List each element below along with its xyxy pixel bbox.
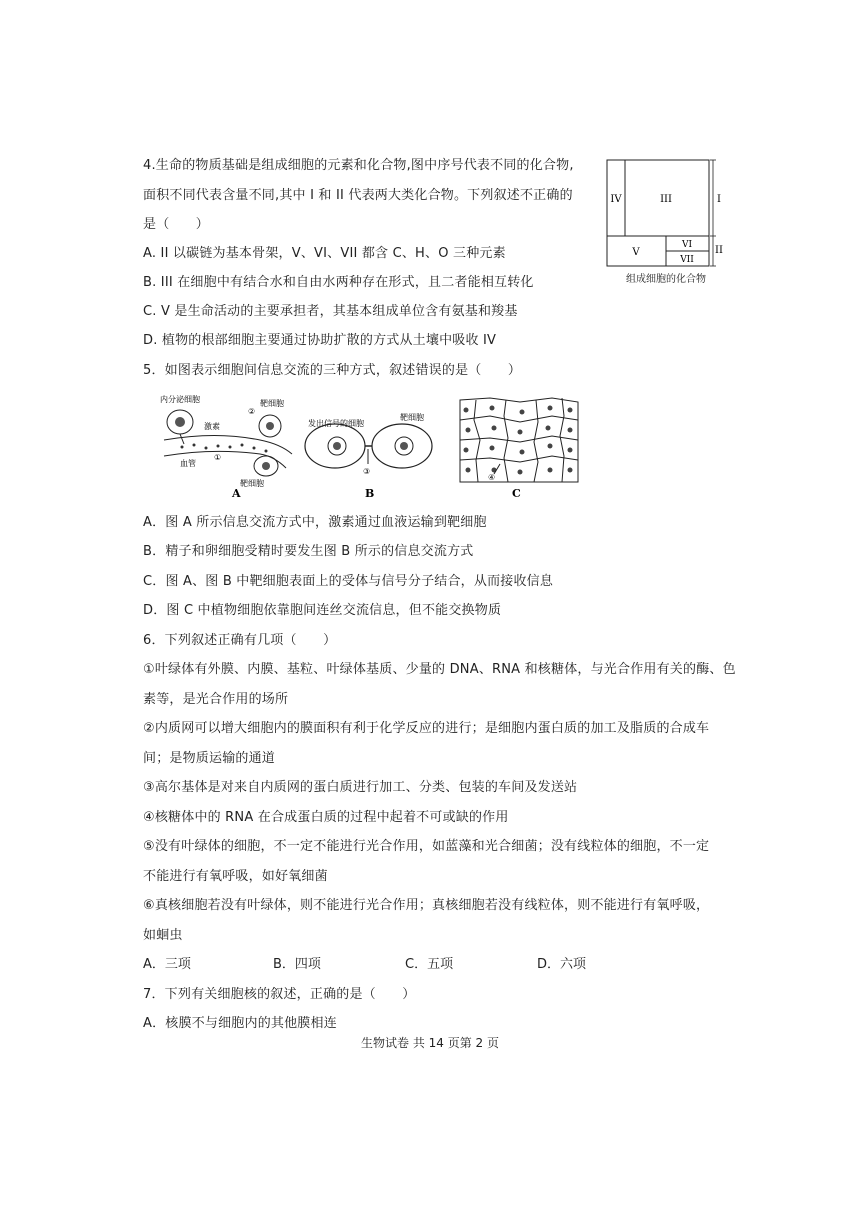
q4-stem-line-2: 面积不同代表含量不同,其中 I 和 II 代表两大类化合物。下列叙述不正确的 (143, 188, 573, 203)
circle-3-label: ③ (363, 467, 371, 476)
label-vii: VII (680, 255, 694, 265)
q5-option-b: B．精子和卵细胞受精时要发生图 B 所示的信息交流方式 (143, 544, 474, 559)
q4-option-c: C. V 是生命活动的主要承担者，其基本组成单位含有氨基和羧基 (143, 304, 518, 319)
q6-option-a: A．三项 (143, 957, 191, 972)
label-ii: II (715, 245, 723, 256)
q6-statement-1b: 素等，是光合作用的场所 (143, 692, 289, 707)
circle-1-label: ① (214, 453, 222, 462)
q4-stem-line-1: 4.生命的物质基础是组成细胞的元素和化合物,图中序号代表不同的化合物, (143, 158, 574, 173)
circle-4-label: ④ (488, 473, 496, 482)
q6-option-c: C．五项 (405, 957, 454, 972)
q6-statement-6b: 如蛔虫 (143, 928, 183, 943)
panel-letter-c: C (512, 487, 521, 498)
label-iii: III (660, 194, 672, 205)
q5-option-c: C．图 A、图 B 中靶细胞表面上的受体与信号分子结合，从而接收信息 (143, 574, 554, 589)
q6-statement-4: ④核糖体中的 RNA 在合成蛋白质的过程中起着不可或缺的作用 (143, 810, 509, 825)
label-v: V (632, 247, 640, 258)
q6-statement-1a: ①叶绿体有外膜、内膜、基粒、叶绿体基质、少量的 DNA、RNA 和核糖体，与光合作用有关的酶、色 (143, 662, 736, 677)
q4-stem-line-3: 是（ ） (143, 217, 210, 232)
label-i: I (717, 194, 721, 205)
q6-statement-3: ③高尔基体是对来自内质网的蛋白质进行加工、分类、包装的车间及发送站 (143, 780, 578, 795)
q5-stem: 5．如图表示细胞间信息交流的三种方式，叙述错误的是（ ） (143, 363, 522, 378)
target-cell-label-a1: 靶细胞 (260, 399, 284, 408)
q6-stem: 6．下列叙述正确有几项（ ） (143, 633, 337, 648)
q7-stem: 7．下列有关细胞核的叙述，正确的是（ ） (143, 987, 416, 1002)
q6-option-b: B．四项 (273, 957, 321, 972)
panel-a (160, 394, 292, 498)
panel-letter-a: A (232, 487, 241, 498)
q6-statement-2a: ②内质网可以增大细胞内的膜面积有利于化学反应的进行；是细胞内蛋白质的加工及脂质的合成车 (143, 721, 710, 736)
q5-option-a: A．图 A 所示信息交流方式中，激素通过血液运输到靶细胞 (143, 515, 487, 530)
label-vi: VI (681, 240, 693, 250)
q4-option-d: D. 植物的根部细胞主要通过协助扩散的方式从土壤中吸收 IV (143, 333, 497, 348)
q5-option-d: D．图 C 中植物细胞依靠胞间连丝交流信息，但不能交换物质 (143, 603, 502, 618)
cell-communication-figure (160, 394, 580, 498)
panel-b (305, 412, 432, 498)
q6-statement-6a: ⑥真核细胞若没有叶绿体，则不能进行光合作用；真核细胞若没有线粒体，则不能进行有氧呼吸， (143, 898, 710, 913)
q4-option-b: B. III 在细胞中有结合水和自由水两种存在形式，且二者能相互转化 (143, 275, 534, 290)
circle-2-label: ② (248, 407, 256, 416)
target-cell-label-b: 靶细胞 (400, 413, 424, 422)
q6-statement-5b: 不能进行有氧呼吸，如好氧细菌 (143, 869, 328, 884)
panel-letter-b: B (365, 487, 375, 498)
figure-caption: 组成细胞的化合物 (626, 274, 706, 285)
target-cell-label-a2: 靶细胞 (240, 479, 264, 488)
label-iv: IV (610, 194, 622, 205)
hormone-label: 激素 (204, 422, 220, 431)
q6-statement-5a: ⑤没有叶绿体的细胞，不一定不能进行光合作用，如蓝藻和光合细菌；没有线粒体的细胞，不一定 (143, 839, 710, 854)
signal-cell-label: 发出信号的细胞 (308, 419, 364, 428)
endocrine-cell-label: 内分泌细胞 (160, 395, 200, 404)
q6-statement-2b: 间；是物质运输的通道 (143, 751, 276, 766)
q4-option-a: A. II 以碳链为基本骨架，V、VI、VII 都含 C、H、O 三种元素 (143, 246, 506, 261)
panel-c (460, 398, 578, 482)
blood-vessel-label: 血管 (180, 459, 196, 468)
q6-option-d: D．六项 (537, 957, 587, 972)
compound-area-diagram (606, 158, 724, 270)
q7-option-a: A．核膜不与细胞内的其他膜相连 (143, 1016, 337, 1031)
page-footer: 生物试卷 共 14 页第 2 页 (361, 1036, 499, 1050)
